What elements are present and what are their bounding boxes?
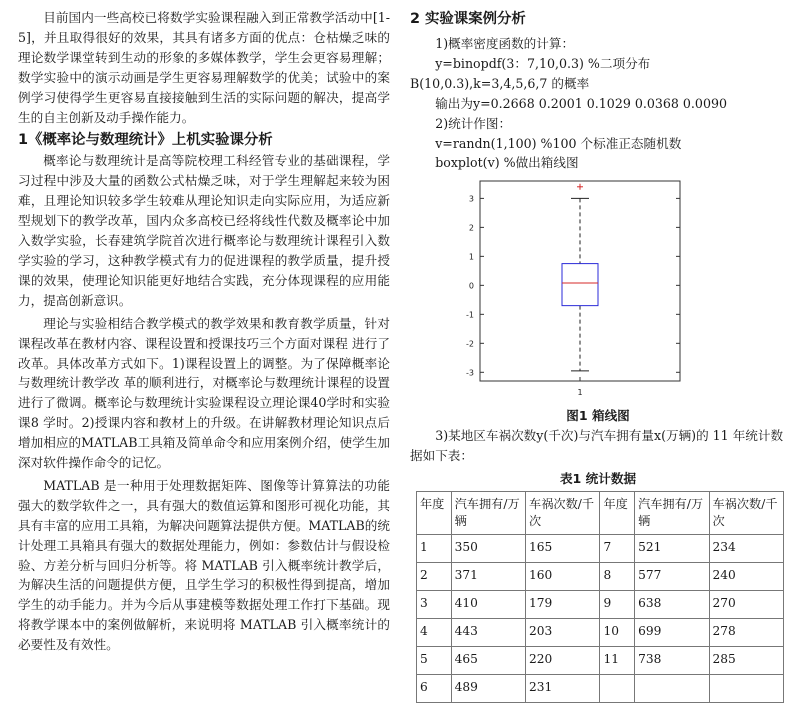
right-column: [410, 8, 786, 703]
y-tick-label: -2: [466, 339, 474, 349]
table-cell: 410: [451, 591, 525, 619]
table-header-row: [417, 492, 784, 535]
section-2-heading: 2 实验课案例分析: [410, 11, 526, 27]
table-cell: 3: [417, 591, 452, 619]
header-cars-1: 汽车拥有/万辆: [451, 492, 525, 535]
code-output: 输出为y=0.2668 0.2001 0.1029 0.0368 0.0090: [435, 95, 727, 111]
table-cell: 240: [709, 563, 784, 591]
table-cell: 350: [451, 535, 525, 563]
table-cell: 577: [635, 563, 709, 591]
item-table-intro: 3)某地区车祸次数y(千次)与汽车拥有量x(万辆)的 11 年统计数据如下表：: [410, 428, 784, 464]
table-cell: 220: [526, 647, 600, 675]
table-body: [417, 535, 784, 703]
table-cell: 285: [709, 647, 784, 675]
section-1-heading: 1《概率论与数理统计》上机实验课分析: [18, 132, 273, 149]
y-tick-label: 1: [468, 252, 474, 262]
table-cell: 371: [451, 563, 525, 591]
paragraph-matlab: MATLAB 是一种用于处理数据矩阵、图像等计算算法的功能强大的数学软件之一，具有强大的数值运算和图形可视化功能，其具有丰富的应用工具箱，为解决问题算法提供方便。MATLAB的统计处理工具箱具有强大的数据处理能力，例如：参数估计与假设检验、方差分析与回归分析等。将 MATLAB 引入概率统计教学后，为解决生活的问题提供方便，且学生学习的积极性得到提高，增加学生的动手能力。并为今后从事建模等数据处理工作打下基础。现将教学课本中的案例做解析，来说明将 MATLAB 引入概率统计的必要性及有效性。: [18, 477, 390, 653]
table-cell: 270: [709, 591, 784, 619]
y-tick-label: 0: [468, 281, 474, 291]
header-year-2: 年度: [600, 492, 635, 535]
y-tick-label: -3: [466, 368, 474, 378]
table-cell: 5: [417, 647, 452, 675]
table-cell: 203: [526, 619, 600, 647]
code-randn: v=randn(1,100) %100 个标准正态随机数: [435, 135, 682, 151]
boxplot-figure: [410, 175, 786, 405]
table-cell: 179: [526, 591, 600, 619]
table-cell: 11: [600, 647, 635, 675]
header-accidents-2: 车祸次数/千次: [709, 492, 784, 535]
table-cell: 738: [635, 647, 709, 675]
table-row: [417, 647, 784, 675]
left-column: [18, 8, 390, 655]
x-tick-label: 1: [577, 388, 583, 398]
paragraph-course-intro: 概率论与数理统计是高等院校理工科经管专业的基础课程，学习过程中涉及大量的函数公式枯燥乏味，对于学生理解起来较为困难，且理论知识较多学生较难从理论知识走向实际应用，为适应新型规划下的教学改革，国内众多高校已经将线性代数及概率论中加入数学实验，长春建筑学院首次进行概率论与数理统计课程引入数学实验的学习，这种教学模式有力的促进课程的教学质量，提升授课的效果，使理论知识能更好地结合实践，充分体现课程的应用能力，提高创新意识。: [18, 153, 390, 308]
table-cell: 443: [451, 619, 525, 647]
boxplot-chart: [410, 175, 786, 405]
table-cell: 4: [417, 619, 452, 647]
table-cell: 234: [709, 535, 784, 563]
y-tick-label: 2: [468, 223, 474, 233]
table-cell: 8: [600, 563, 635, 591]
table-cell: 231: [526, 675, 600, 703]
table-row: [417, 675, 784, 703]
table-cell: 521: [635, 535, 709, 563]
table-cell: 10: [600, 619, 635, 647]
table-cell: 6: [417, 675, 452, 703]
table-cell: 1: [417, 535, 452, 563]
item-pdf-calc: 1)概率密度函数的计算：: [435, 36, 575, 51]
table-cell: 2: [417, 563, 452, 591]
statistics-table: [416, 491, 784, 703]
table-cell: 465: [451, 647, 525, 675]
table-cell: 7: [600, 535, 635, 563]
table-row: [417, 619, 784, 647]
header-cars-2: 汽车拥有/万辆: [635, 492, 709, 535]
table-cell: 699: [635, 619, 709, 647]
item-stat-plot: 2)统计作图：: [435, 115, 512, 131]
table-caption: 表1 统计数据: [559, 471, 637, 487]
table-cell: 489: [451, 675, 525, 703]
table-cell: 165: [526, 535, 600, 563]
code-binopdf: y=binopdf(3：7,10,0.3) %二项分布 B(10,0.3),k=3,4,5,6,7 的概率: [410, 55, 651, 91]
table-row: [417, 535, 784, 563]
code-boxplot: boxplot(v) %做出箱线图: [435, 155, 579, 171]
intro-paragraph: 目前国内一些高校已将数学实验课程融入到正常教学活动中[1-5]，并且取得很好的效果，其具有诸多方面的优点：仓枯燥乏味的理论数学课堂转到生动的形象的多媒体教学，学生会更容易理解；数学实验中的演示动画是学生更容易理解数学的优美；试验中的案例学习使得学生更容易直接接触到生活的实际问题的解决，提高学生的自主创新及动手操作能力。: [18, 10, 390, 125]
table-row: [417, 591, 784, 619]
figure-caption: 图1 箱线图: [566, 408, 630, 424]
header-year-1: 年度: [417, 492, 452, 535]
table-cell: [600, 675, 635, 703]
table-cell: [635, 675, 709, 703]
table-cell: 9: [600, 591, 635, 619]
paragraph-reform: 理论与实验相结合教学模式的教学效果和教育教学质量，针对课程改革在教材内容、课程设置和授课技巧三个方面对课程 进行了改革。具体改革方式如下。1)课程设置上的调整。为了保障概率论与数理统计教学改 革的顺利进行，对概率论与数理统计课程的设置进行了微调。概率论与数理统计实验课程设立理论课40学时和实验课8 学时。2)授课内容和教材上的升级。在讲解教材理论知识点后增加相应的MATLAB工具箱及简单命令和应用案例介绍，使学生加深对软件操作命令的记忆。: [18, 315, 390, 471]
header-accidents-1: 车祸次数/千次: [526, 492, 600, 535]
table-cell: 638: [635, 591, 709, 619]
y-tick-label: -1: [466, 310, 474, 320]
y-tick-label: 3: [468, 194, 474, 204]
table-cell: 160: [526, 563, 600, 591]
table-cell: [709, 675, 784, 703]
table-cell: 278: [709, 619, 784, 647]
table-row: [417, 563, 784, 591]
